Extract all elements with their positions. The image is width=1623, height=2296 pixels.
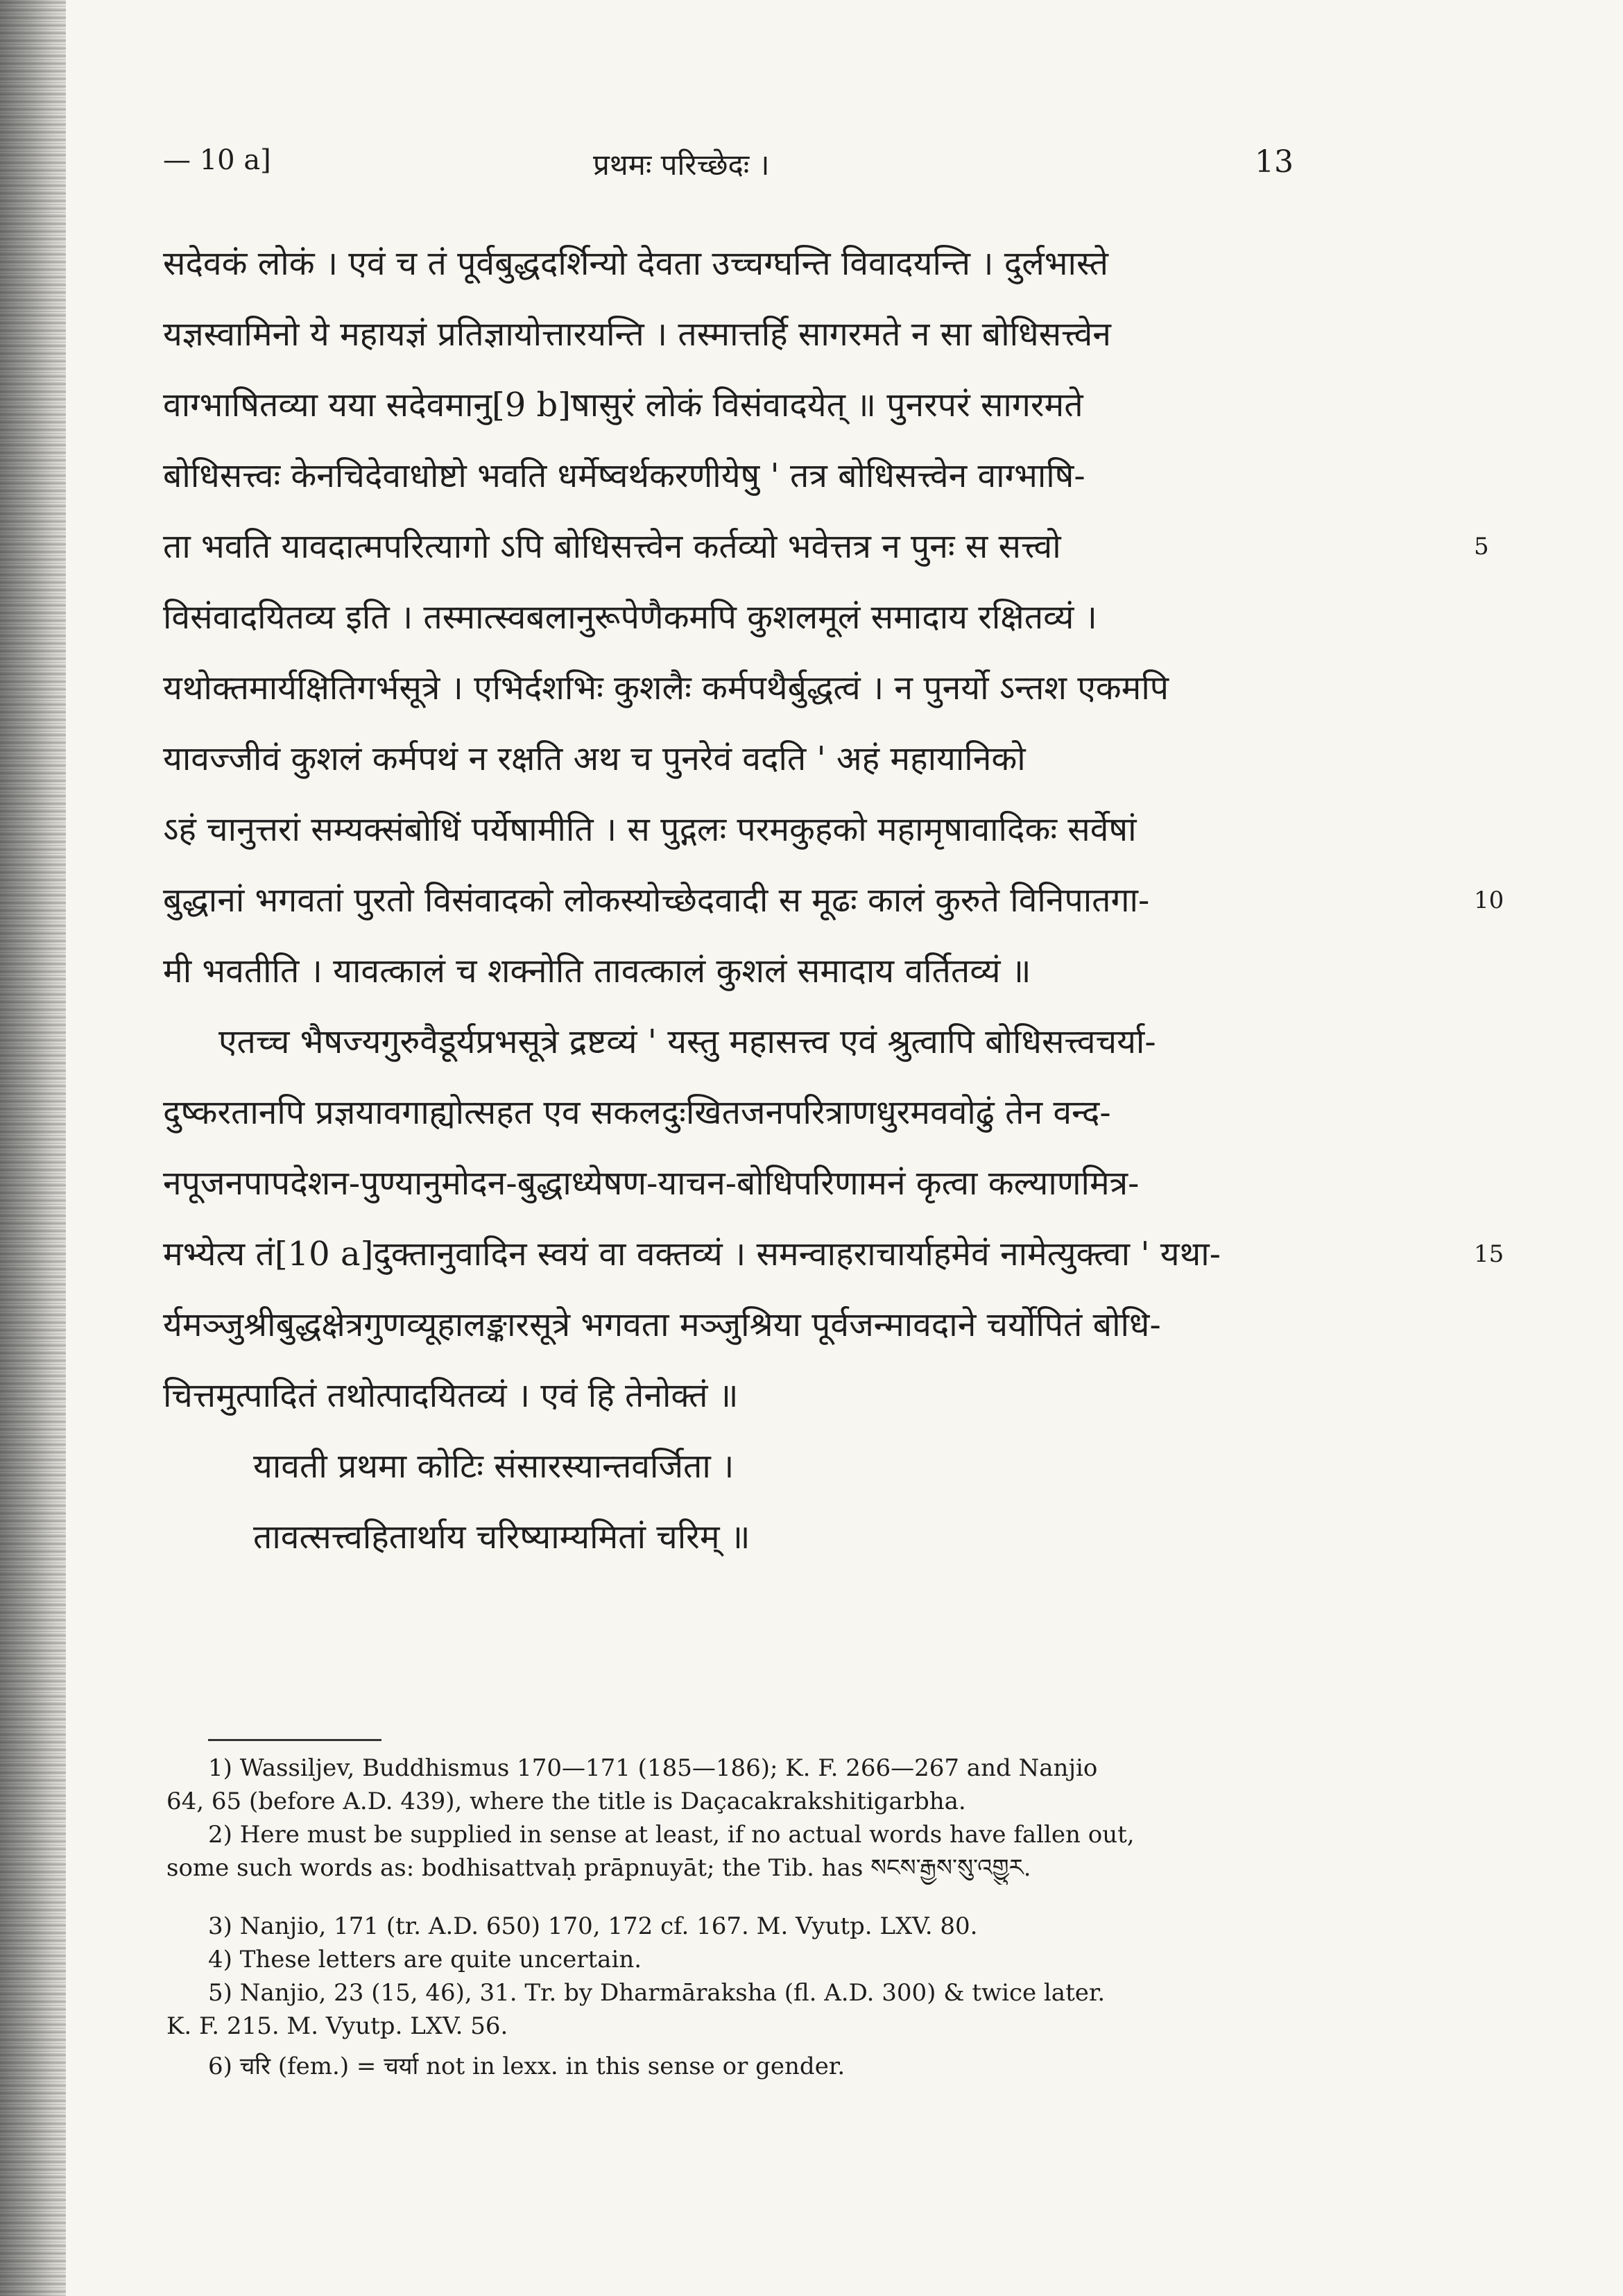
text-line: यथोक्तमार्यक्षितिगर्भसूत्रे । एभिर्दशभिः कुशलैः कर्मपथैर्बुद्धत्वं । न पुनर्यो ऽन्तश एकमपि [163,669,1169,708]
line-number: 5 [1474,533,1489,560]
text-line: र्यमञ्जुश्रीबुद्धक्षेत्रगुणव्यूहालङ्कारसूत्रे भगवता मञ्जुश्रिया पूर्वजन्मावदाने चर्योपितं बोधि- [163,1305,1161,1344]
text-line: यज्ञस्वामिनो ये महायज्ञं प्रतिज्ञायोत्तारयन्ति । तस्मात्तर्हि सागरमते न सा बोधिसत्त्वेन [163,315,1111,354]
running-header [163,144,1294,186]
text-line: एतच्च भैषज्यगुरुवैडूर्यप्रभसूत्रे द्रष्टव्यं ' यस्तु महासत्त्व एवं श्रुत्वापि बोधिसत्त्वचर्या- [218,1022,1156,1061]
footnote: 3) Nanjio, 171 (tr. A.D. 650) 170, 172 cf. 167. M. Vyutp. LXV. 80. [208,1912,978,1940]
verse-line: तावत्सत्त्वहितार्थाय चरिष्याम्यमितां चरिम् ॥ [253,1518,750,1557]
line-number: 15 [1474,1240,1504,1268]
scan-binding-edge [0,0,66,2296]
footnote: 2) Here must be supplied in sense at least, if no actual words have fallen out, [208,1821,1135,1849]
header-reference: — 10 a] [163,144,271,176]
text-line: बोधिसत्त्वः केनचिदेवाधोष्टो भवति धर्मेष्वर्थकरणीयेषु ' तत्र बोधिसत्त्वेन वाग्भाषि- [163,456,1085,495]
line-number: 10 [1474,886,1504,914]
text-line: ऽहं चानुत्तरां सम्यक्संबोधिं पर्येषामीति । स पुद्गलः परमकुहको महामृषावादिकः सर्वेषां [163,810,1137,849]
text-line: यावज्जीवं कुशलं कर्मपथं न रक्षति अथ च पुनरेवं वदति ' अहं महायानिको [163,739,1026,778]
footnote: 64, 65 (before A.D. 439), where the title is Daçacakrakshitigarbha. [166,1788,966,1815]
footnote: K. F. 215. M. Vyutp. LXV. 56. [166,2012,508,2040]
footnote: 1) Wassiljev, Buddhismus 170—171 (185—186); K. F. 266—267 and Nanjio [208,1754,1098,1782]
footnote: some such words as: bodhisattvaḥ prāpnuyāt; the Tib. has སངས་རྒྱས་སུ་འགྱུར. [166,1854,1031,1882]
verse-line: यावती प्रथमा कोटिः संसारस्यान्तवर्जिता । [253,1447,735,1486]
text-line: विसंवादयितव्य इति । तस्मात्स्वबलानुरूपेणैकमपि कुशलमूलं समादाय रक्षितव्यं । [163,598,1097,637]
page-number: 13 [1255,144,1294,180]
footnote: 5) Nanjio, 23 (15, 46), 31. Tr. by Dharmāraksha (fl. A.D. 300) & twice later. [208,1979,1106,2007]
text-line: दुष्करतानपि प्रज्ञयावगाह्योत्सहत एव सकलदुःखितजनपरित्राणधुरमववोढुं तेन वन्द- [163,1093,1111,1132]
footnote: 6) चरि (fem.) = चर्या not in lexx. in this sense or gender. [208,2053,845,2080]
text-line: मी भवतीति । यावत्कालं च शक्नोति तावत्कालं कुशलं समादाय वर्तितव्यं ॥ [163,952,1031,991]
text-line: वाग्भाषितव्या यया सदेवमानु[9 b]षासुरं लोकं विसंवादयेत् ॥ पुनरपरं सागरमते [163,386,1083,425]
text-line: नपूजनपापदेशन-पुण्यानुमोदन-बुद्धाध्येषण-याचन-बोधिपरिणामनं कृत्वा कल्याणमित्र- [163,1164,1140,1203]
footnote-rule [208,1739,381,1741]
text-line: चित्तमुत्पादितं तथोत्पादयितव्यं । एवं हि तेनोक्तं ॥ [163,1376,739,1415]
text-line: मभ्येत्य तं[10 a]दुक्तानुवादिन स्वयं वा वक्तव्यं । समन्वाहराचार्याहमेवं नामेत्युक्त्वा ' यथा- [163,1235,1221,1274]
text-line: ता भवति यावदात्मपरित्यागो ऽपि बोधिसत्त्वेन कर्तव्यो भवेत्तत्र न पुनः स सत्त्वो [163,527,1061,566]
header-chapter-title: प्रथमः परिच्छेदः । [593,148,770,182]
text-line: बुद्धानां भगवतां पुरतो विसंवादको लोकस्योच्छेदवादी स मूढः कालं कुरुते विनिपातगा- [163,881,1150,920]
text-line: सदेवकं लोकं । एवं च तं पूर्वबुद्धदर्शिन्यो देवता उच्चग्घन्ति विवादयन्ति । दुर्लभास्ते [163,244,1108,283]
footnote: 4) These letters are quite uncertain. [208,1946,642,1973]
